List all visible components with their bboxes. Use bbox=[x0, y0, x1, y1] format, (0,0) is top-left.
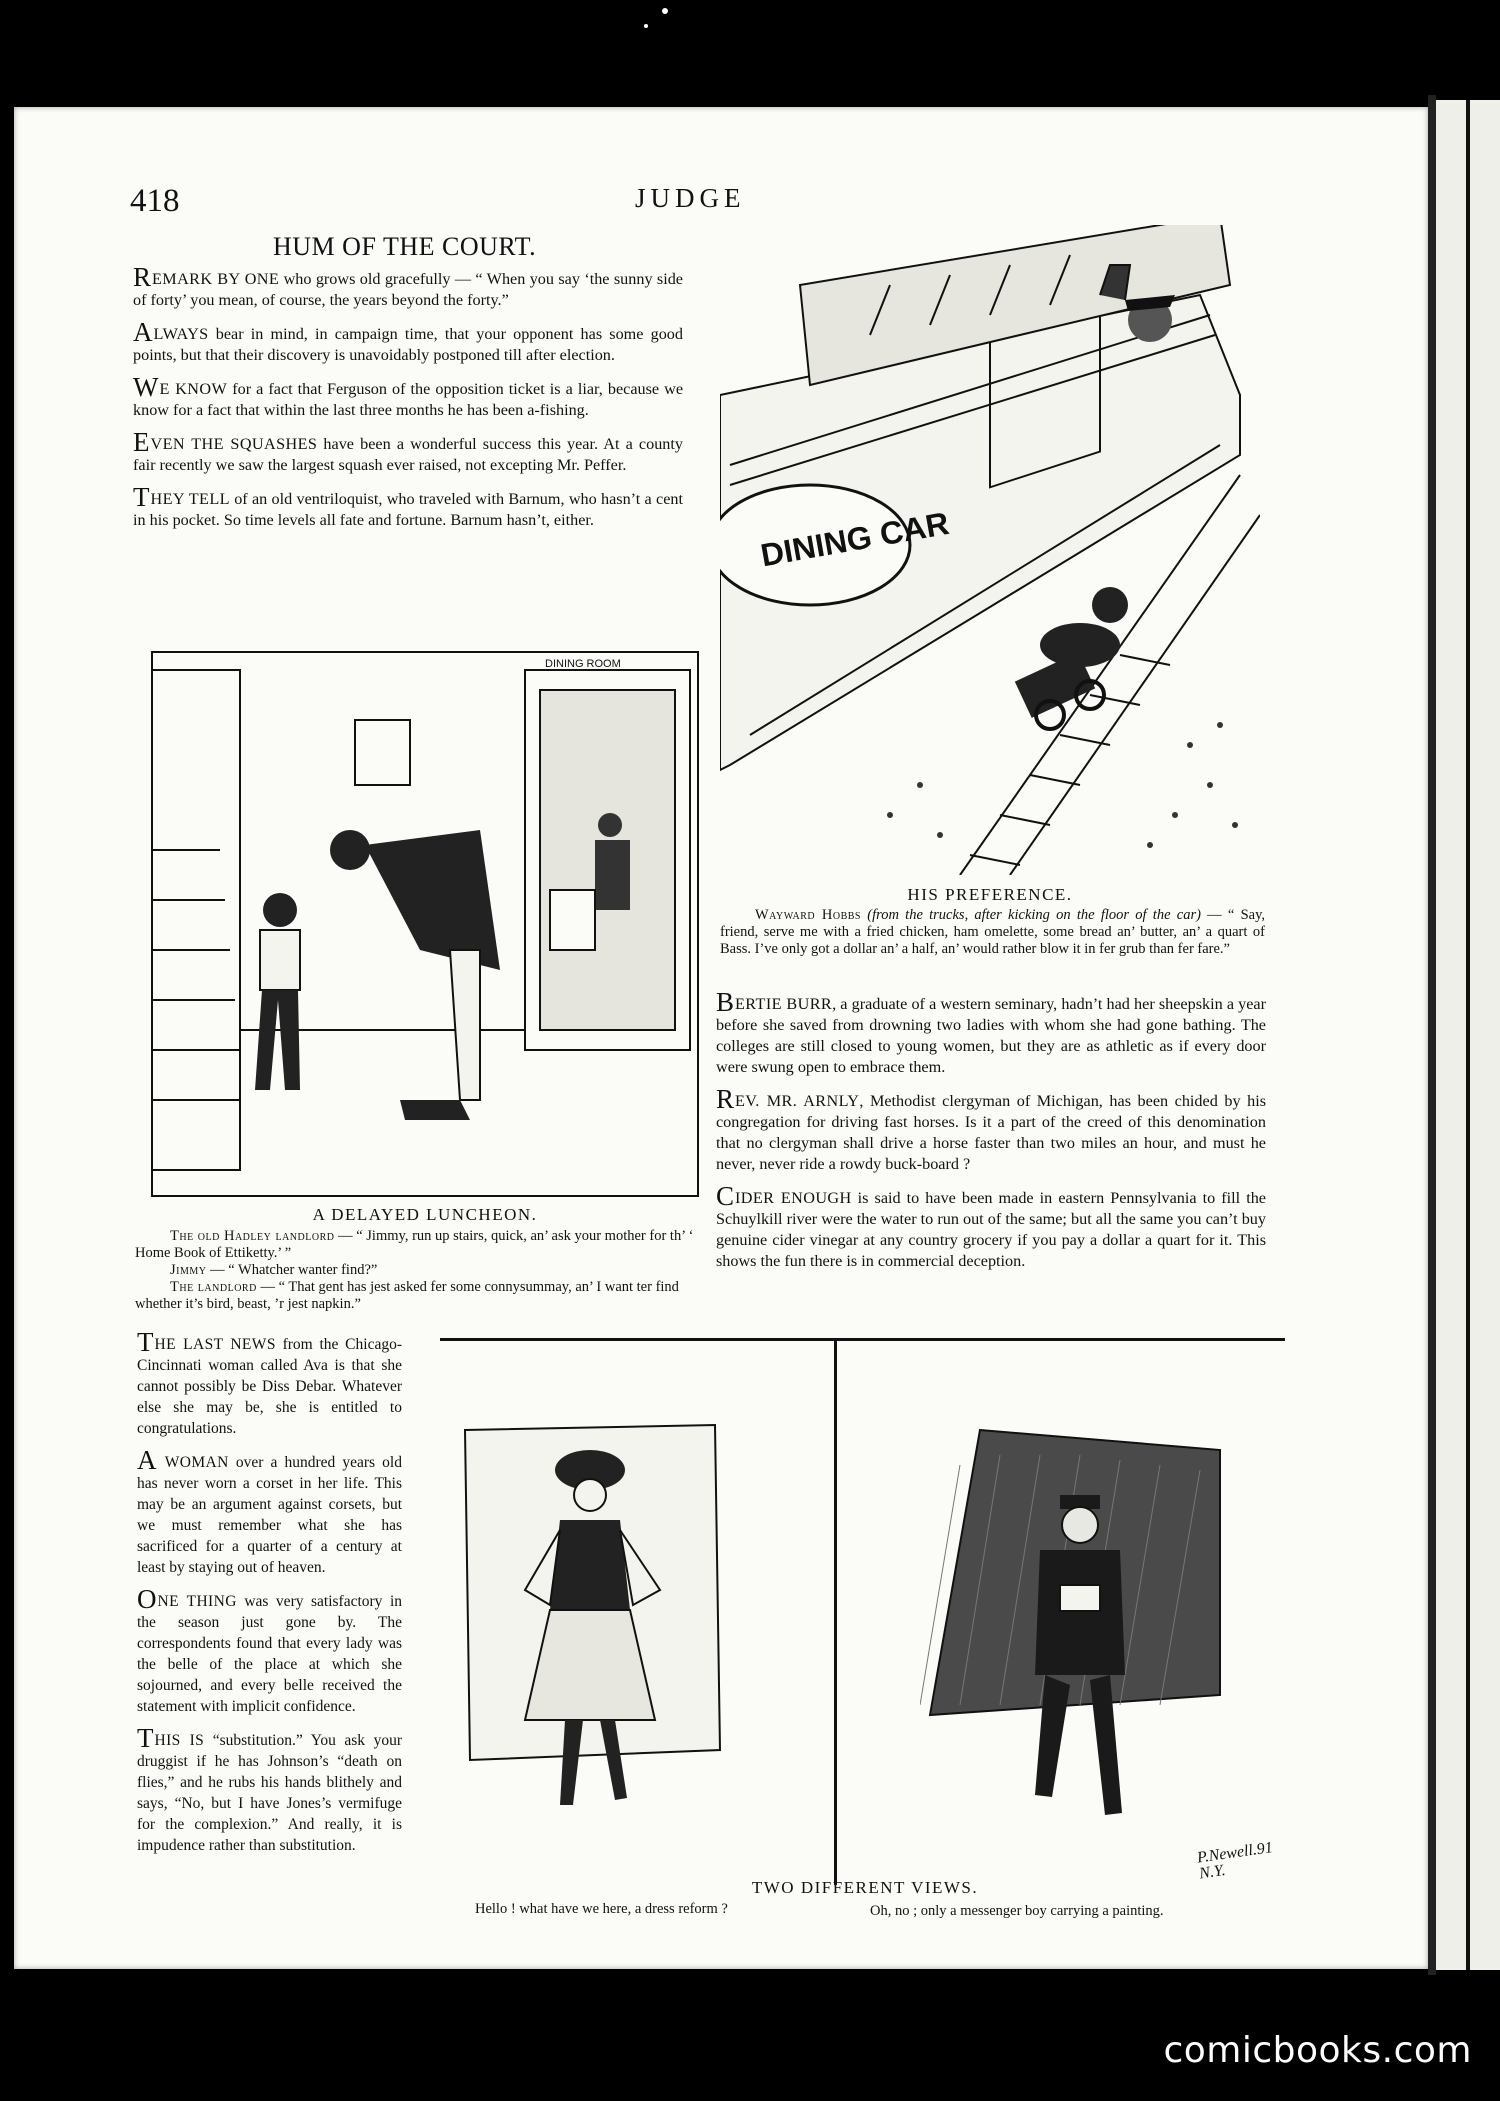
panel-divider bbox=[834, 1340, 837, 1885]
artist-signature: P.Newell.91 N.Y. bbox=[1196, 1839, 1274, 1883]
paragraph: ONE THING was very satisfactory in the season just gone by. The correspondents found that every lady was the belle of the place at which she sojourned, and every belle received the statement with implicit confidence. bbox=[137, 1584, 402, 1715]
page-number: 418 bbox=[130, 183, 180, 219]
luncheon-title: A DELAYED LUNCHEON. bbox=[312, 1205, 538, 1224]
paragraph: REMARK BY ONE who grows old gracefully — “ When you say ‘the sunny side of forty’ you mean, of course, the years beyond the forty.” bbox=[133, 262, 683, 309]
binding-spine bbox=[1428, 95, 1436, 1975]
messenger-boy-illustration bbox=[920, 1425, 1230, 1845]
dialogue-line: The old Hadley landlord — “ Jimmy, run up stairs, quick, an’ ask your mother for th’ ‘ Home Book of Ettiketty.’ ” bbox=[135, 1228, 694, 1261]
paragraph: THIS IS “substitution.” You ask your druggist if he has Johnson’s “death on flies,” and he rubs his hands blithely and says, “No, but I have Jones’s vermifuge for the complexion.” And really, it is impudence rather than substitution. bbox=[137, 1723, 402, 1854]
dining-room-sign: DINING ROOM bbox=[545, 658, 621, 670]
paragraph: WE KNOW for a fact that Ferguson of the opposition ticket is a liar, because we know for a fact that within the last three months he has been a-fishing. bbox=[133, 372, 683, 419]
watermark: comicbooks.com bbox=[1163, 2030, 1472, 2071]
girl-illustration bbox=[455, 1420, 725, 1840]
right-view-caption: Oh, no ; only a messenger boy carrying a painting. bbox=[870, 1903, 1164, 1919]
paragraph: BERTIE BURR, a graduate of a western seminary, hadn’t had her sheepskin a year before she saved from drowning two ladies with whom she had gone bathing. The colleges are still closed to young women, but they are as athletic as if every door were swung open to embrace them. bbox=[716, 987, 1266, 1076]
train-illustration bbox=[720, 225, 1260, 875]
scan-dot bbox=[662, 8, 668, 14]
scan-dot bbox=[644, 24, 648, 28]
adjacent-page-rule bbox=[1466, 100, 1470, 1970]
paragraph: CIDER ENOUGH is said to have been made in eastern Pennsylvania to fill the Schuylkill river were the water to run out of the same; but all the same you can’t buy genuine cider vinegar at any country grocery if you pay a dollar a quart for it. This shows the fun there is in commercial deception. bbox=[716, 1181, 1266, 1270]
views-title: TWO DIFFERENT VIEWS. bbox=[751, 1878, 979, 1897]
left-view-caption: Hello ! what have we here, a dress reform ? bbox=[475, 1901, 728, 1917]
paragraph: REV. MR. ARNLY, Methodist clergyman of Michigan, has been chided by his congregation for driving fast horses. Is it a part of the creed of this denomination that no clergyman shall drive a horse faster than two miles an hour, and must he never, never ride a rowdy buck-board ? bbox=[716, 1084, 1266, 1173]
paragraph: THEY TELL of an old ventriloquist, who traveled with Barnum, who hasn’t a cent in his pocket. So time levels all fate and fortune. Barnum hasn’t, either. bbox=[133, 482, 683, 529]
right-column-body bbox=[716, 987, 1266, 1284]
dialogue-line: The landlord — “ That gent has jest asked fer some connysummay, an’ I want ter find whether it’s bird, beast, ’r jest napkin.” bbox=[135, 1279, 679, 1312]
paragraph: A WOMAN over a hundred years old has never worn a corset in her life. This may be an argument against corsets, but we must remember what she has sacrificed for a quarter of a century at least by staying out of heaven. bbox=[137, 1445, 402, 1576]
luncheon-illustration bbox=[150, 650, 700, 1198]
luncheon-dialogue bbox=[135, 1228, 715, 1313]
masthead: JUDGE bbox=[635, 183, 746, 213]
preference-dialogue: Wayward Hobbs (from the trucks, after kicking on the floor of the car) — “ Say, friend, serve me with a fried chicken, ham omelette, some bread an’ butter, an’ a quart of Bass. I’ve only got a dollar an’ a half, an’ would rather blow it in fer grub than fer fare.” bbox=[720, 907, 1266, 957]
column-body bbox=[133, 262, 683, 543]
paragraph: EVEN THE SQUASHES have been a wonderful success this year. At a county fair recently we saw the largest squash ever raised, not excepting Mr. Peffer. bbox=[133, 427, 683, 474]
dining-car-sign: DINING CAR bbox=[757, 504, 952, 574]
left-lower-column bbox=[137, 1327, 403, 1868]
preference-title: HIS PREFERENCE. bbox=[907, 885, 1073, 904]
section-rule bbox=[440, 1338, 1285, 1341]
dialogue-line: Jimmy — “ Whatcher wanter find?” bbox=[170, 1262, 378, 1278]
paragraph: THE LAST NEWS from the Chicago-Cincinnati woman called Ava is that she cannot possibly be Diss Debar. Whatever else she may be, she is entitled to congratulations. bbox=[137, 1327, 403, 1437]
column-title: HUM OF THE COURT. bbox=[273, 232, 537, 261]
paragraph: ALWAYS bear in mind, in campaign time, that your opponent has some good points, but that their discovery is unavoidably postponed till after election. bbox=[133, 317, 683, 364]
